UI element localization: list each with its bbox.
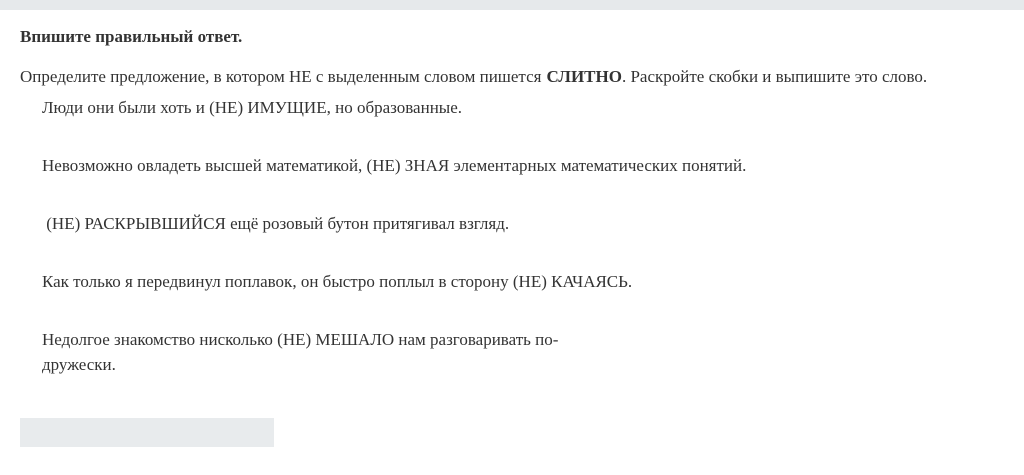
sentence-option-1: Люди они были хоть и (НЕ) ИМУЩИЕ, но образованные. <box>42 98 463 117</box>
top-bar <box>0 0 1024 10</box>
sentence-option-3: (НЕ) РАСКРЫВШИЙСЯ ещё розовый бутон притягивал взгляд. <box>42 214 510 233</box>
sentence-option-2: Невозможно овладеть высшей математикой, (НЕ) ЗНАЯ элементарных математических понятий. <box>42 156 747 175</box>
question-prefix: Определите предложение, в котором НЕ с выделенным словом пишется <box>20 67 542 86</box>
question-suffix: . Раскройте скобки и выпишите это слово. <box>621 67 928 86</box>
question-text <box>20 67 927 87</box>
sentence-option-4: Как только я передвинул поплавок, он быстро поплыл в сторону (НЕ) КАЧАЯСЬ. <box>42 272 633 291</box>
question-emphasis: СЛИТНО <box>546 67 622 86</box>
sentence-option-5: Недолгое знакомство нисколько (НЕ) МЕШАЛО нам разговаривать по-дружески. <box>42 330 559 374</box>
task-instruction: Впишите правильный ответ. <box>20 27 243 46</box>
answer-input[interactable] <box>20 418 274 447</box>
